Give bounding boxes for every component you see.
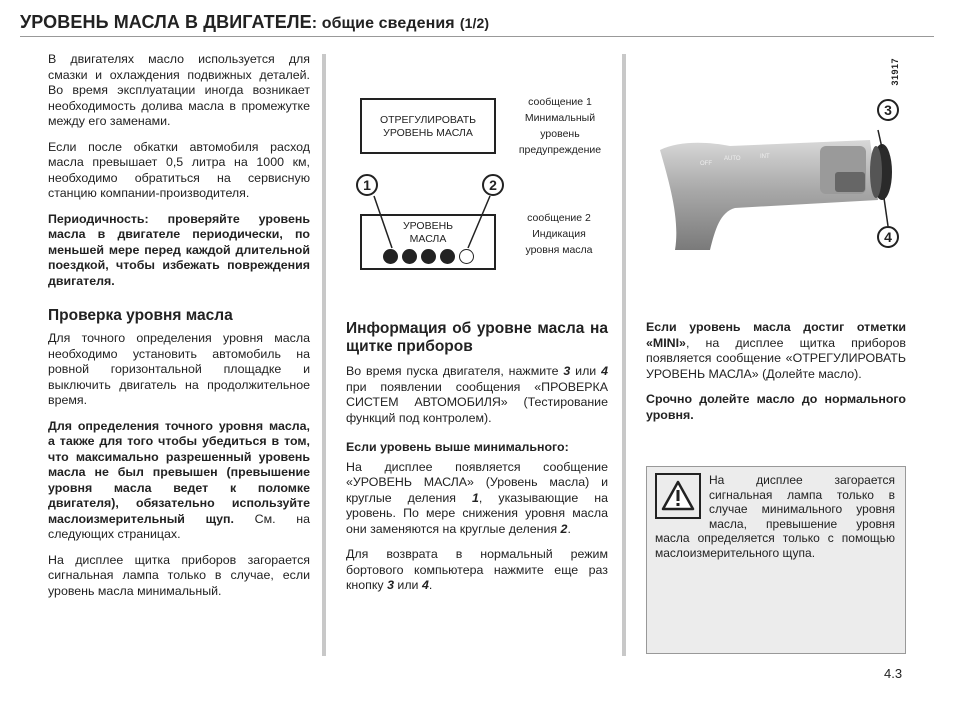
text-run: .: [428, 578, 433, 592]
column-divider-right: [622, 54, 626, 656]
consumption-paragraph: Если после обкатки автомобиля расход масла превышает 0,5 литра на 1000 км, необходимо обратиться на сервисную станцию компании-производителя.: [48, 139, 310, 200]
warning-icon: [655, 473, 701, 519]
text-run: Во время пуска двигателя, нажмите: [346, 364, 564, 378]
check-level-heading: Проверка уровня масла: [48, 307, 233, 324]
title-sub: : общие сведения: [311, 15, 455, 32]
svg-text:OFF: OFF: [700, 161, 712, 167]
message2-label: сообщение 2 Индикация уровня масла: [525, 212, 593, 256]
image-code: 31917: [890, 58, 900, 86]
button-ref-4: 4: [421, 578, 429, 592]
page-title: [20, 12, 489, 33]
top-up-paragraph: Срочно долейте масло до нормального уровня.: [646, 392, 906, 422]
button-ref-4: 4: [601, 364, 608, 378]
title-main: УРОВЕНЬ МАСЛА В ДВИГАТЕЛЕ: [20, 12, 312, 32]
display-diagram: [334, 54, 614, 294]
callout-lines: [334, 54, 614, 294]
title-underline: [20, 36, 934, 37]
marker-ref-2: 2: [560, 521, 568, 536]
callout-2: 2: [482, 174, 504, 196]
left-column: [48, 52, 310, 609]
text-run: при появлении сообщения «ПРОВЕРКА СИСТЕМ АВТОМОБИЛЯ» (Тестирование функций под контролем).: [346, 379, 608, 425]
check-level-paragraph: Для точного определения уровня масла необходимо установить автомобиль на ровной горизонтальной площадке и выключить двигатель на продолжительное время.: [48, 331, 310, 407]
callout-3: 3: [877, 99, 899, 121]
above-minimum-subheading: Если уровень выше минимального:: [346, 440, 569, 454]
text-run: , указывающие на уровень. По мере снижения уровня масла они заменяются на круглые деления: [346, 490, 608, 536]
warning-box: [646, 466, 906, 654]
middle-column: [346, 320, 608, 604]
message2-text: УРОВЕНЬ МАСЛА: [402, 220, 454, 245]
intro-paragraph: В двигателях масло используется для смазки и охлаждения подвижных деталей. Во время эксплуатации иногда возникает необходимость долива масла в промежутке между его заменами.: [48, 52, 310, 128]
page-number: 4.3: [884, 666, 903, 681]
column-divider-left: [322, 54, 326, 656]
wiper-stalk-illustration: [640, 90, 910, 270]
text-run: или: [393, 578, 422, 592]
mini-level-paragraph: [646, 320, 906, 382]
periodicity-paragraph: Периодичность: проверяйте уровень масла в двигателе периодически, по меньшей мере перед каждой длительной поездкой, чтобы избежать повреждения двигателя.: [48, 211, 310, 288]
message1-label: сообщение 1 Минимальный уровень предупреждение: [518, 96, 602, 156]
above-minimum-paragraph: [346, 460, 608, 538]
dipstick-paragraph: [48, 419, 310, 543]
text-run: На дисплее появляется сообщение «УРОВЕНЬ МАСЛА» (Уровень масла) и круглые деления: [346, 459, 608, 505]
dashboard-info-heading: Информация об уровне масла на щитке приборов: [346, 320, 608, 355]
mini-level-bold: Если уровень масла достиг отметки «MINI»: [646, 320, 906, 350]
dipstick-tail-text: См. на следующих страницах.: [48, 511, 310, 541]
start-engine-paragraph: [346, 364, 608, 426]
callout-1: 1: [356, 174, 378, 196]
svg-text:INT: INT: [760, 154, 770, 160]
button-ref-3: 3: [387, 578, 394, 592]
callout-4: 4: [877, 226, 899, 248]
mini-level-rest: , на дисплее щитка приборов появляется сообщение «ОТРЕГУЛИРОВАТЬ УРОВЕНЬ МАСЛА» (Долейте масло).: [646, 335, 906, 381]
marker-ref-1: 1: [472, 490, 479, 505]
text-run: или: [570, 364, 602, 378]
title-page-indicator: (1/2): [459, 15, 490, 31]
text-run: .: [567, 521, 571, 536]
svg-text:AUTO: AUTO: [724, 156, 741, 162]
message1-text: ОТРЕГУЛИРОВАТЬ УРОВЕНЬ МАСЛА: [379, 114, 477, 139]
text-run: Для возврата в нормальный режим бортового компьютера нажмите еще раз кнопку: [346, 547, 608, 592]
right-column: [646, 320, 906, 433]
return-normal-paragraph: [346, 547, 608, 594]
dipstick-bold-text: Для определения точного уровня масла, а также для того чтобы убедиться в том, что максимально разрешенный уровень масла не был превышен (превышение уровня масла ведет к поломке двигателя), обязательно используйте маслоизмерительный щуп.: [48, 418, 310, 526]
warning-text: На дисплее загорается сигнальная лампа только в случае минимального уровня масла, превышение уровня масла определяется только с помощью маслоизмерительного щупа.: [655, 473, 895, 560]
button-ref-3: 3: [563, 364, 571, 378]
lamp-paragraph: На дисплее щитка приборов загорается сигнальная лампа только в случае, если уровень масла минимальный.: [48, 552, 310, 598]
